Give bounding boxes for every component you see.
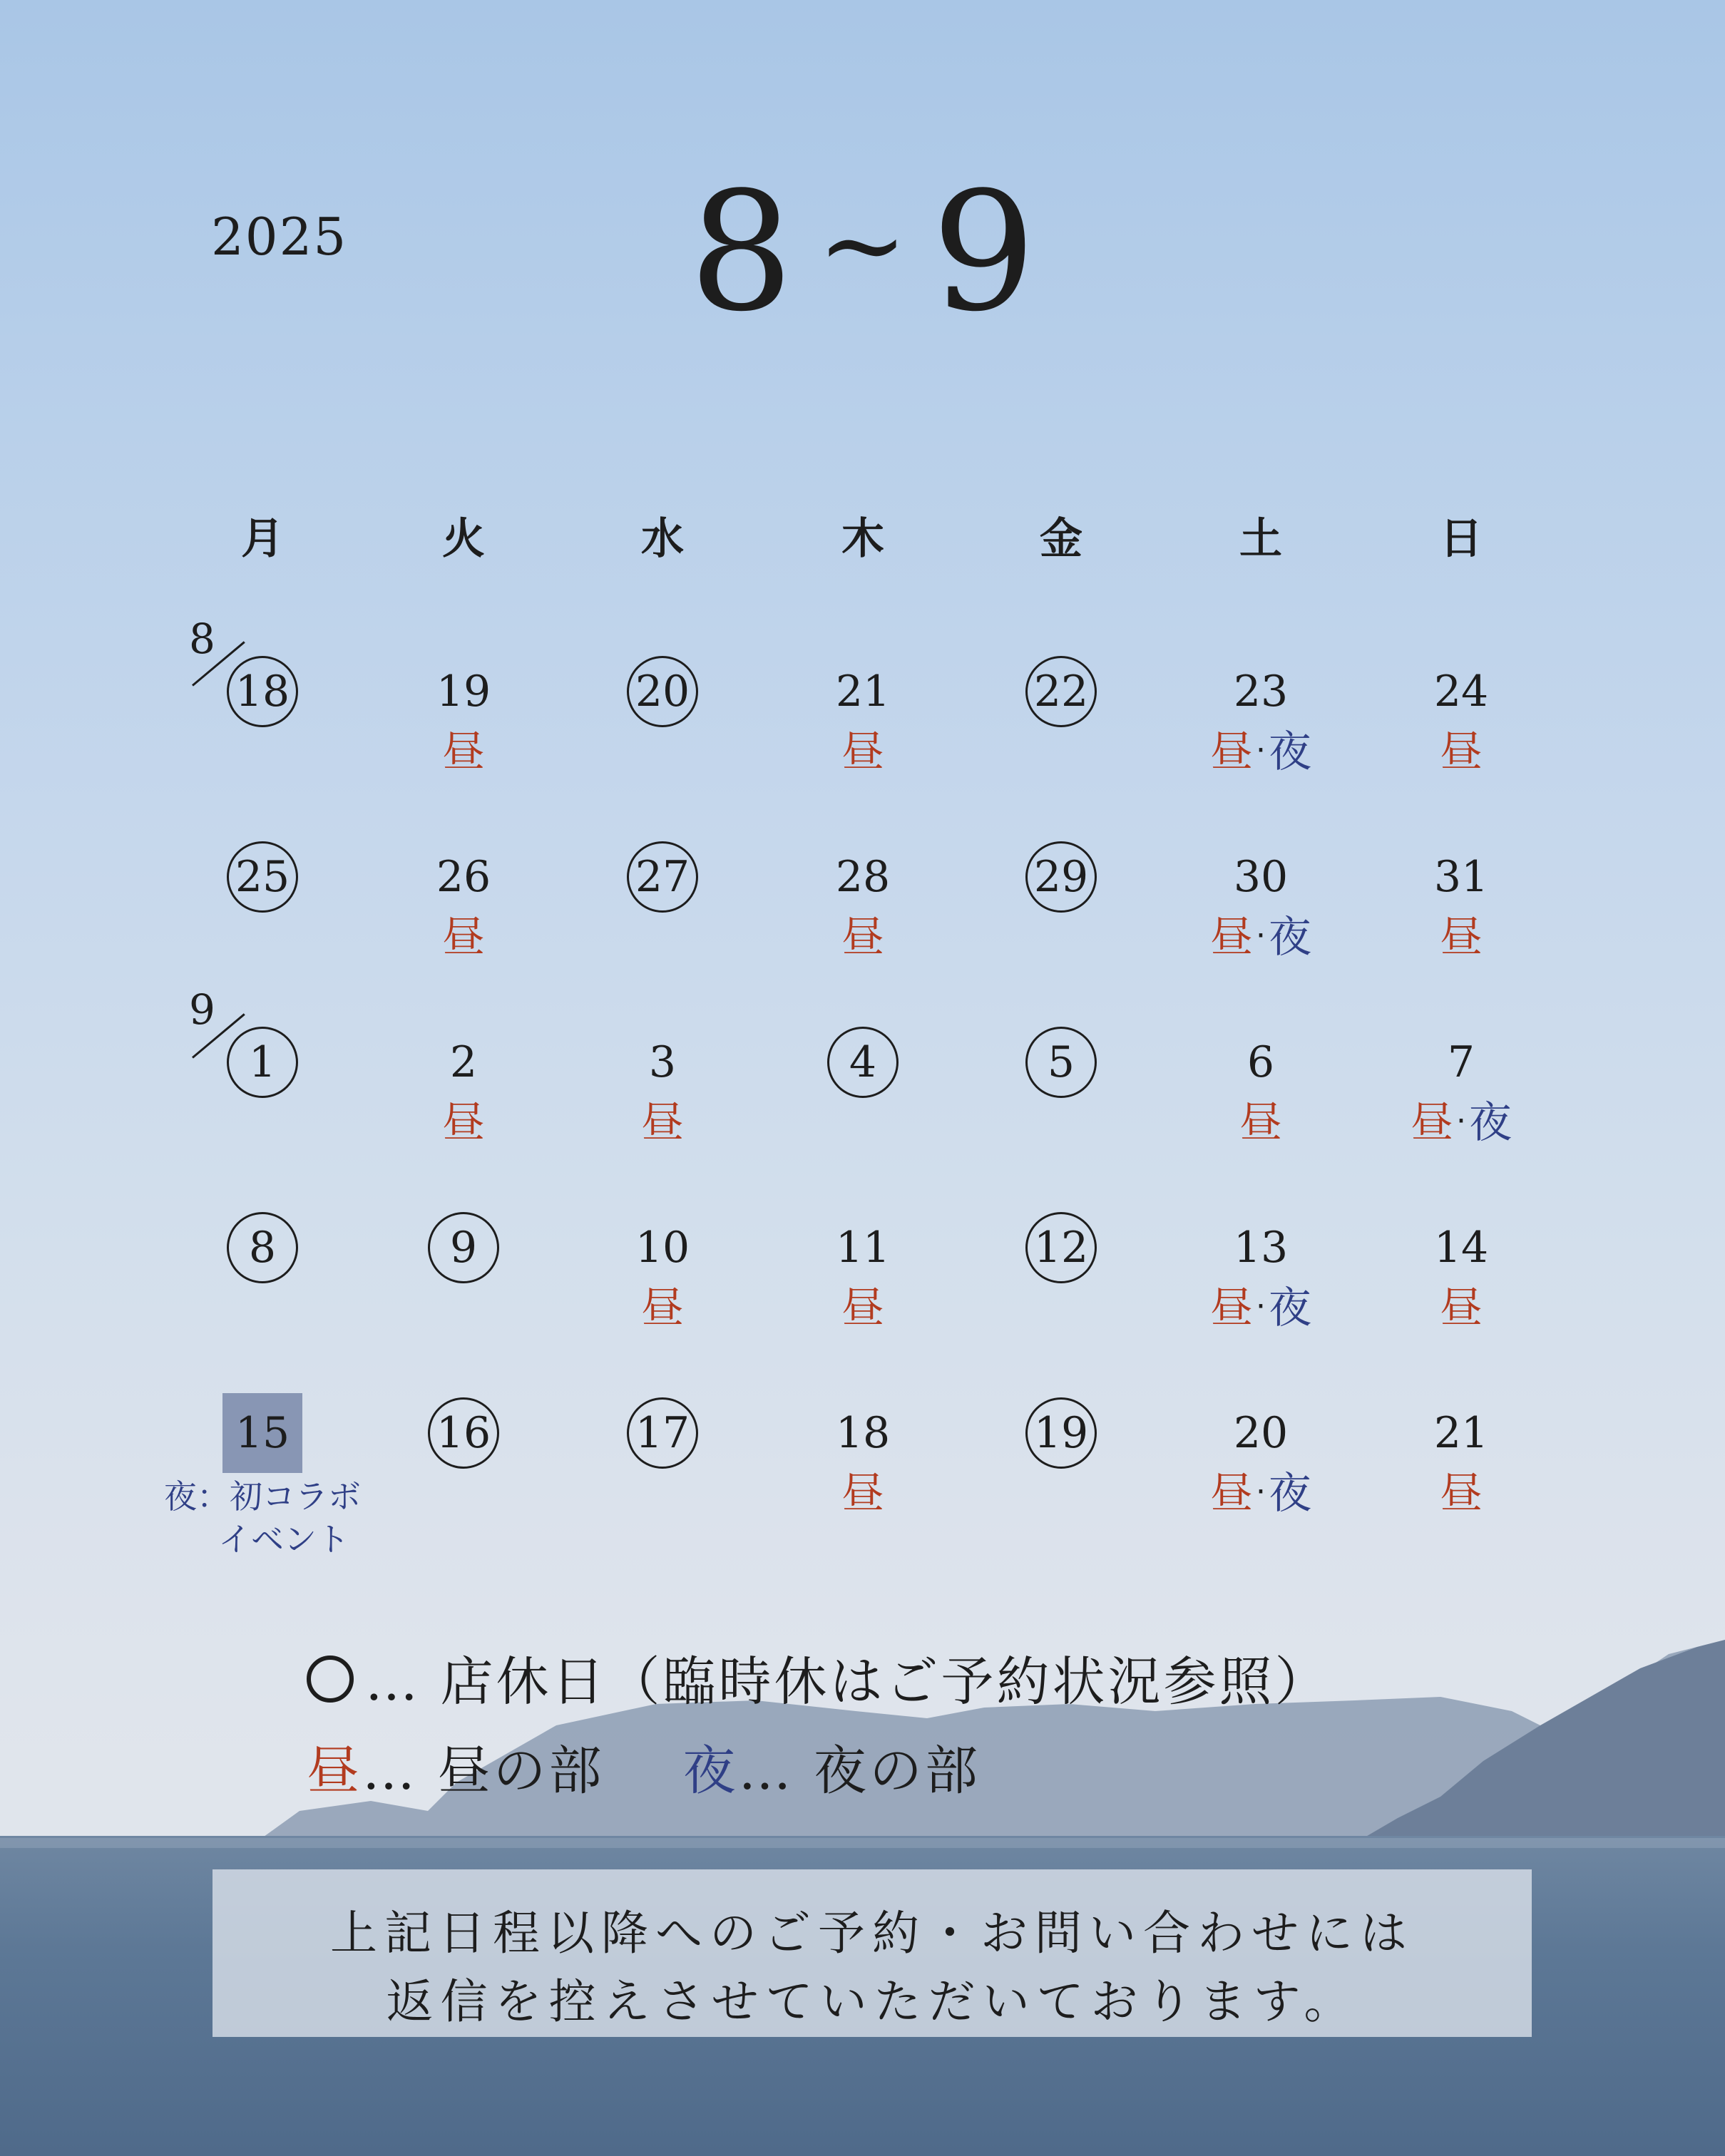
calendar-day-cell [1161,838,1361,961]
day-number: 27 [627,841,698,913]
session-labels [364,729,563,776]
calendar-day-cell [1161,653,1361,776]
day-number: 20 [627,656,698,727]
day-number: 18 [227,656,298,727]
day-number-wrap [1161,1395,1361,1472]
hiru-label: 昼 [641,1283,684,1333]
day-number-wrap [1361,1024,1561,1101]
calendar-day-cell [961,1395,1161,1472]
calendar-day-cell [163,653,362,730]
closed-day-circle [563,838,762,915]
closed-day-circle [163,1209,362,1286]
legend-yoru-symbol: 夜 [682,1740,739,1802]
day-number-wrap [163,1395,362,1472]
session-labels [563,1099,762,1146]
day-number: 5 [1025,1027,1097,1098]
legend-closed-text: … 店休日（臨時休はご予約状況参照） [365,1651,1331,1713]
day-number-wrap [1361,653,1561,730]
session-labels [1361,914,1561,961]
calendar-day-cell [563,1024,762,1146]
hiru-label: 昼 [442,913,485,962]
day-number: 12 [1025,1212,1097,1283]
calendar-day-cell [563,838,762,915]
day-number: 31 [1433,852,1489,902]
session-labels [1161,729,1361,776]
hiru-label: 昼 [1239,1098,1282,1148]
day-number: 9 [428,1212,499,1283]
yoru-label: 夜 [1269,1283,1311,1333]
calendar-day-cell [1361,1024,1561,1146]
day-number: 14 [1433,1223,1489,1273]
month-from: 8 [689,158,794,348]
session-labels [763,1470,963,1517]
day-number-wrap [1161,1024,1361,1101]
calendar-day-cell [163,1209,362,1286]
weekday-sun: 日 [1440,514,1483,564]
hiru-label: 昼 [1440,1469,1483,1519]
day-number-wrap [763,1395,963,1472]
legend-sessions [307,1729,981,1805]
day-number: 22 [1025,656,1097,727]
day-number: 1 [227,1027,298,1098]
day-number-wrap [563,1024,762,1101]
day-number-wrap [1361,1209,1561,1286]
closed-day-circle [961,1024,1161,1101]
closed-day-circle [563,653,762,730]
event-note-line1: 夜：初コラボ [164,1477,361,1516]
day-number-wrap [364,653,563,730]
hiru-label: 昼 [841,1469,884,1519]
day-number-wrap [763,838,963,915]
calendar-day-cell [1361,653,1561,776]
day-number-wrap [763,1209,963,1286]
day-number: 8 [227,1212,298,1283]
calendar-day-cell [163,1024,362,1101]
yoru-label: 夜 [1269,727,1311,777]
weekday-thu: 木 [841,514,884,564]
session-labels [563,1285,762,1332]
separator-dot: · [1256,732,1266,769]
day-number: 15 [222,1393,302,1473]
day-number-wrap [364,838,563,915]
legend-closed [307,1640,1331,1715]
weekday-wed: 水 [641,514,684,564]
hiru-label: 昼 [1210,1283,1253,1333]
closed-day-circle [163,838,362,915]
day-number: 21 [835,667,891,717]
day-number: 2 [449,1037,478,1087]
session-labels [1161,1099,1361,1146]
day-number: 29 [1025,841,1097,913]
day-number: 10 [635,1223,690,1273]
calendar-day-cell [763,838,963,961]
legend-hiru-text: … 昼の部 [362,1740,605,1802]
hiru-label: 昼 [1411,1098,1453,1148]
day-number: 4 [827,1027,899,1098]
yoru-label: 夜 [1469,1098,1512,1148]
calendar-day-cell [961,653,1161,730]
session-labels [1161,1470,1361,1517]
day-number: 30 [1233,852,1289,902]
month-to: 9 [931,158,1036,348]
calendar-day-cell [763,1209,963,1332]
year-label: 2025 [211,207,348,267]
day-number: 3 [648,1037,677,1087]
session-labels [763,914,963,961]
calendar-day-cell [1361,838,1561,961]
closed-day-circle [163,653,362,730]
day-number: 23 [1233,667,1289,717]
calendar-day-cell [364,838,563,961]
session-labels [1361,729,1561,776]
day-number-wrap [1161,653,1361,730]
day-number-wrap [1361,1395,1561,1472]
hiru-label: 昼 [641,1098,684,1148]
calendar-day-cell [763,653,963,776]
yoru-label: 夜 [1269,913,1311,962]
hiru-label: 昼 [841,727,884,777]
day-number: 26 [436,852,491,902]
month-mark-august: 8 [189,615,215,663]
calendar-day-cell [563,1395,762,1472]
closed-day-circle [163,1024,362,1101]
day-number: 11 [835,1223,891,1273]
separator-dot: · [1256,1288,1266,1325]
calendar-day-cell [163,838,362,915]
day-number: 28 [835,852,891,902]
day-number: 19 [1025,1397,1097,1469]
closed-day-circle [763,1024,963,1101]
session-labels [364,1099,563,1146]
day-number: 24 [1433,667,1489,717]
notice-box [213,1869,1532,2037]
hiru-label: 昼 [841,913,884,962]
day-number: 6 [1247,1037,1275,1087]
calendar-day-cell [364,1209,563,1286]
closed-day-circle [961,1395,1161,1472]
session-labels [763,1285,963,1332]
day-number-wrap [563,1209,762,1286]
closed-day-circle [961,653,1161,730]
weekday-fri: 金 [1040,514,1082,564]
calendar-day-cell [1361,1209,1561,1332]
calendar-day-cell [563,653,762,730]
session-labels [1361,1470,1561,1517]
calendar-day-cell [1161,1209,1361,1332]
weekday-tue: 火 [442,514,485,564]
day-number-wrap [763,653,963,730]
event-note [163,1476,362,1561]
hiru-label: 昼 [1440,727,1483,777]
hiru-label: 昼 [1440,1283,1483,1333]
closed-day-circle [364,1209,563,1286]
month-tilde: ~ [817,183,908,307]
closed-day-circle [961,838,1161,915]
closed-day-circle [961,1209,1161,1286]
day-number: 21 [1433,1408,1489,1458]
calendar-day-cell [364,1395,563,1472]
day-number-wrap [1161,838,1361,915]
day-number: 18 [835,1408,891,1458]
session-labels [1361,1099,1561,1146]
closed-day-circle [364,1395,563,1472]
session-labels [1161,1285,1361,1332]
hiru-label: 昼 [442,1098,485,1148]
calendar-day-cell [763,1395,963,1517]
session-labels [763,729,963,776]
calendar-day-cell [961,1024,1161,1101]
event-note-line2: イベント [218,1519,349,1559]
day-number: 19 [436,667,491,717]
day-number: 17 [627,1397,698,1469]
day-number: 13 [1233,1223,1289,1273]
calendar-day-cell [961,838,1161,915]
hiru-label: 昼 [841,1283,884,1333]
day-number: 7 [1447,1037,1475,1087]
calendar-day-cell [1161,1395,1361,1517]
hiru-label: 昼 [1440,913,1483,962]
circle-icon [307,1655,354,1703]
day-number-wrap [1361,838,1561,915]
hiru-label: 昼 [442,727,485,777]
legend-yoru-text: … 夜の部 [738,1740,981,1802]
session-labels [1161,914,1361,961]
calendar-day-cell [1361,1395,1561,1517]
day-number-wrap [1161,1209,1361,1286]
calendar-day-cell [364,653,563,776]
separator-dot: · [1256,918,1266,954]
day-number: 20 [1233,1408,1289,1458]
weekday-mon: 月 [241,514,284,564]
hiru-label: 昼 [1210,1469,1253,1519]
hiru-label: 昼 [1210,727,1253,777]
calendar-day-cell [961,1209,1161,1286]
legend-hiru-symbol: 昼 [307,1740,362,1802]
day-number: 25 [227,841,298,913]
hiru-label: 昼 [1210,913,1253,962]
notice-line2: 返信を控えさせていただいております。 [386,1974,1358,2029]
day-number: 16 [428,1397,499,1469]
weekday-sat: 土 [1239,514,1282,564]
calendar-day-cell [163,1395,362,1561]
calendar-day-cell [763,1024,963,1101]
yoru-label: 夜 [1269,1469,1311,1519]
closed-day-circle [563,1395,762,1472]
calendar-day-cell [364,1024,563,1146]
separator-dot: · [1256,1474,1266,1510]
day-number-wrap [364,1024,563,1101]
calendar-day-cell [563,1209,762,1332]
separator-dot: · [1456,1103,1466,1139]
notice-line1: 上記日程以降へのご予約・お問い合わせには [330,1906,1414,1961]
session-labels [1361,1285,1561,1332]
month-mark-september: 9 [189,985,215,1034]
session-labels [364,914,563,961]
calendar-day-cell [1161,1024,1361,1146]
